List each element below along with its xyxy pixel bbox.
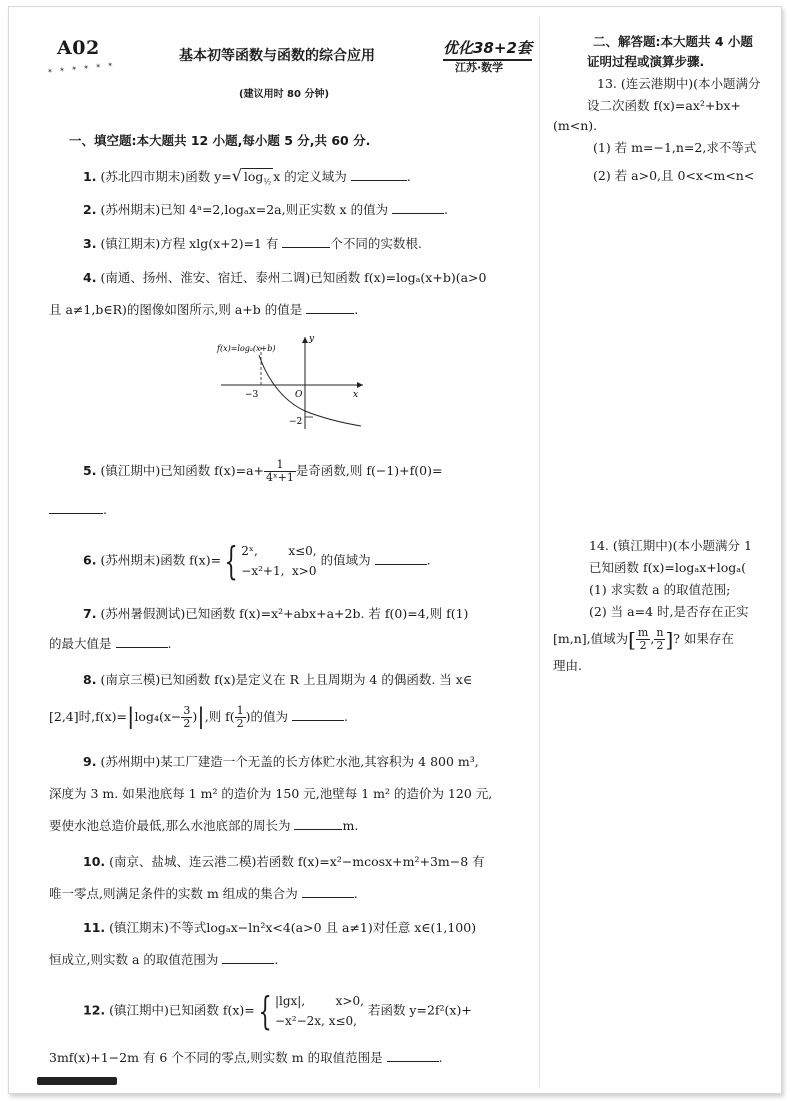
- brand-subject: 江苏·数学: [455, 61, 504, 74]
- question-5: 5. (镇江期中)已知函数 f(x)=a+ $\frac{1}{\text{4ˣ+1}}$ 是奇函数,则 f(−1)+f(0)=: [83, 458, 443, 484]
- y-tick-label: −2: [289, 417, 303, 427]
- column-divider: [539, 17, 540, 1087]
- answer-blank: [292, 708, 344, 721]
- answer-blank: [387, 1049, 439, 1062]
- question-14-part1: (1) 求实数 a 的取值范围;: [589, 582, 731, 597]
- question-9-line2: 深度为 3 m. 如果池底每 1 m² 的造价为 150 元,池壁每 1 m² 的造价为 120 元,: [49, 786, 493, 801]
- question-7: 7. (苏州暑假测试)已知函数 f(x)=x²+abx+a+2b. 若 f(0)=4,则 f(1): [83, 606, 469, 621]
- question-4-line2: 且 a≠1,b∈R)的图像如图所示,则 a+b 的值是 .: [49, 302, 359, 317]
- graph-label: f(x)=logₐ(x+b): [217, 344, 276, 353]
- log-curve: [259, 355, 361, 426]
- question-14: 14. (镇江期中)(本小题满分 1: [589, 538, 752, 553]
- question-9: 9. (苏州期中)某工厂建造一个无盖的长方体贮水池,其容积为 4 800 m³,: [83, 754, 479, 769]
- x-tick-label: −3: [245, 390, 259, 400]
- question-8: 8. (南京三模)已知函数 f(x)是定义在 R 上且周期为 4 的偶函数. 当 x∈: [83, 672, 473, 687]
- answer-blank: [116, 635, 168, 648]
- question-4: 4. (南通、扬州、淮安、宿迁、泰州二调)已知函数 f(x)=logₐ(x+b)(a>0: [83, 270, 487, 285]
- function-graph: [213, 333, 373, 433]
- question-10-line2: 唯一零点,则满足条件的实数 m 组成的集合为 .: [49, 886, 358, 901]
- question-13: 13. (连云港期中)(本小题满分: [597, 76, 761, 91]
- question-14-part2: (2) 当 a=4 时,是否存在正实: [589, 604, 749, 619]
- question-13-line3: (m<n).: [553, 118, 598, 133]
- page-code: A02: [57, 37, 100, 59]
- section-heading-fill-in: 一、填空题:本大题共 12 小题,每小题 5 分,共 60 分.: [69, 133, 371, 148]
- question-13-line2: 设二次函数 f(x)=ax²+bx+: [587, 98, 741, 113]
- fraction: $\frac{1}{2}$: [236, 704, 244, 730]
- suggested-time: (建议用时 80 分钟): [239, 89, 330, 100]
- answer-blank: [282, 235, 330, 248]
- answer-blank: [392, 201, 444, 214]
- question-8-line2: [2,4]时,f(x)=|log₄(x− $\frac{3}{2}$ )|,则 f( $\frac{1}{2}$ )的值为 .: [49, 704, 348, 730]
- question-7-line2: 的最大值是 .: [49, 636, 172, 651]
- page-footer-bar: [37, 1077, 117, 1085]
- answer-blank: [222, 951, 274, 964]
- question-12: 12. (镇江期中)已知函数 f(x)={ |lgx|, x>0, −x²−2x, x≤0, 若函数 y=2f²(x)+: [83, 989, 472, 1033]
- answer-blank: [375, 552, 427, 565]
- x-axis-arrow: [357, 382, 363, 388]
- question-11: 11. (镇江期末)不等式logₐx−ln²x<4(a>0 且 a≠1)对任意 x∈(1,100): [83, 920, 477, 935]
- question-5-line2: .: [49, 501, 107, 519]
- section-heading-answer: 二、解答题:本大题共 4 小题: [593, 34, 753, 49]
- question-6: 6. (苏州期末)函数 f(x)={ 2ˣ, x≤0, −x²+1, x>0 的值域为 .: [83, 539, 431, 583]
- page-title: 基本初等函数与函数的综合应用: [179, 48, 375, 64]
- question-2: 2. (苏州期末)已知 4ᵃ=2,logₐx=2a,则正实数 x 的值为 .: [83, 202, 449, 217]
- answer-blank: [49, 501, 103, 514]
- question-13-part2: (2) 若 a>0,且 0<x<m<n<: [593, 168, 755, 183]
- question-11-line2: 恒成立,则实数 a 的取值范围为 .: [49, 952, 279, 967]
- brand-logo: [443, 37, 539, 79]
- star-decoration: ✶ ✶ ✶ ✶ ✶ ✶: [46, 60, 116, 76]
- y-axis-arrow: [302, 337, 308, 343]
- question-3: 3. (镇江期末)方程 xlg(x+2)=1 有 个不同的实数根.: [83, 236, 422, 251]
- question-14-line4: 理由.: [553, 658, 582, 673]
- page: [8, 6, 782, 1094]
- fraction: $\frac{3}{2}$: [183, 704, 191, 730]
- answer-blank: [306, 301, 354, 314]
- answer-blank: [302, 885, 354, 898]
- answer-blank: [294, 817, 342, 830]
- question-12-line2: 3mf(x)+1−2m 有 6 个不同的零点,则实数 m 的取值范围是 .: [49, 1050, 443, 1065]
- question-14-line3: [m,n],值域为[ $\frac{m}{2}$ , $\frac{n}{2}$ ]? 如果存在: [553, 626, 734, 652]
- question-9-line3: 要使水池总造价最低,那么水池底部的周长为 m.: [49, 818, 359, 833]
- fraction: $\frac{1}{\text{4ˣ+1}}$: [266, 458, 294, 484]
- answer-blank: [351, 168, 407, 181]
- section-heading-answer-line2: 证明过程或演算步骤.: [587, 54, 705, 69]
- question-10: 10. (南京、盐城、连云港二模)若函数 f(x)=x²−mcosx+m²+3m−8 有: [83, 854, 485, 869]
- question-1: 1. (苏北四市期末)函数 y=√ $\log_{\frac{1}{2}} x$ 的定义域为 .: [83, 166, 411, 187]
- y-axis-label: y: [309, 334, 315, 344]
- question-14-line2: 已知函数 f(x)=logₐx+logₐ(: [589, 560, 746, 575]
- x-axis-label: x: [353, 390, 359, 400]
- origin-label: O: [295, 390, 303, 400]
- brand-logo-text: 优化38+2套: [443, 37, 532, 61]
- question-13-part1: (1) 若 m=−1,n=2,求不等式: [593, 140, 757, 155]
